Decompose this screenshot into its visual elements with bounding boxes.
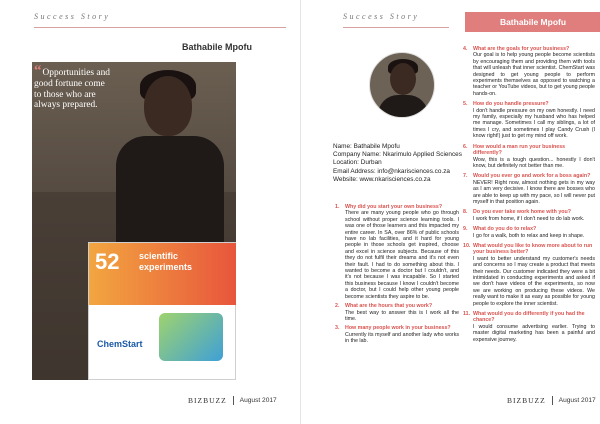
- question-text: How many people work in your business?: [345, 325, 451, 332]
- answer-text: Currently its myself and another lady who works in the lab.: [345, 331, 459, 345]
- detail-email: Email Address: info@nkarisciences.co.za: [333, 167, 450, 175]
- footer-left: [188, 396, 277, 405]
- magazine-logo: BIZBUZZ: [188, 396, 227, 405]
- question-text: What are the goals for your business?: [473, 46, 570, 52]
- qa-column-middle: [335, 204, 459, 348]
- section-header: Success Story: [34, 12, 111, 21]
- box-number: 52: [95, 249, 120, 274]
- box-brand: ChemStart: [97, 339, 143, 349]
- question-text: What are the hours that you work?: [345, 303, 433, 310]
- question: [463, 173, 595, 179]
- detail-company: Company Name: Nkarimulo Applied Sciences: [333, 151, 462, 159]
- question: [463, 243, 595, 256]
- question-number: 8.: [463, 209, 468, 216]
- answer-text: NEVER! Right now, almost nothing gets in my way as I am very decisive. I know there are bosses who are able to keep up with my pace, so I will never put myself in that position again.: [473, 179, 595, 205]
- issue-date: August 2017: [239, 397, 277, 404]
- question-number: 5.: [463, 101, 468, 108]
- question-number: 7.: [463, 173, 468, 180]
- answer-text: The best way to answer this is I work all the time.: [345, 309, 459, 322]
- question-number: 11.: [463, 311, 471, 318]
- question-number: 4.: [463, 46, 468, 52]
- name-band: Bathabile Mpofu: [465, 12, 600, 32]
- answer-text: Our goal is to help young people become scientists by encouraging them and providing them with tools that will unleash that inner scientist. ChemStart was designed to get young people to perform experiments themselves as opposed to watching a teacher or YouTube videos, but to get young people hands-on.: [473, 52, 595, 97]
- answer-text: There are many young people who go through school without proper science learning tools. I was one of those learners and this impacted my entire career. In SA, over 86% of public schools have no lab facilities, and it hard for young people in those schools get inspired, choose and excel in science subjects. Because of this they do not fulfil their dreams and it's not even their fault. I had to do something about this. I wanted to become a doctor but I couldn't, and it's not because I was incapable. So I started this business because I know I couldn't become a doctor, but I could help other young people become scientists they aspire to be.: [345, 210, 459, 300]
- question-text: Why did you start your own business?: [345, 204, 443, 210]
- page-title: Bathabile Mpofu: [182, 42, 252, 52]
- header-rule-right: [343, 27, 449, 28]
- question-number: 6.: [463, 143, 468, 150]
- detail-location: Location: Durban: [333, 159, 382, 167]
- question-number: 2.: [335, 303, 340, 310]
- question-text: How do you handle pressure?: [473, 101, 549, 108]
- answer-text: I work from home, if I don't need to do lab work.: [473, 215, 585, 222]
- business-details: [333, 143, 473, 184]
- right-page: [300, 0, 600, 424]
- qa-column-right: [463, 46, 595, 347]
- box-word-experiments: experiments: [139, 262, 193, 272]
- answer-text: I don't handle pressure on my own honestly. I need my family, especially my husband who has helped me manage. Sometimes I call my siblings, a lot of times I cry, and sometimes I play Candy Crush (I know right!) just to get my mind off work.: [473, 107, 595, 140]
- header-rule: [34, 27, 286, 28]
- detail-name: Name: Bathabile Mpofu: [333, 143, 400, 150]
- question: [463, 144, 595, 157]
- question-text: What do you do to relax?: [473, 226, 537, 233]
- box-illustration: [159, 313, 223, 361]
- box-word-scientific: scientific: [139, 251, 179, 261]
- answer-text: I want to better understand my customer's needs and concerns so I may create a product that meets their needs. Our customer indicated they were a bit intimidated in conducting experiments and asked if we don't have videos of the experiments, so now we are working on producing these videos. We really want to make it as easy as possible for young people to explore the inner scientist.: [473, 255, 595, 307]
- question-text: What would you do differently if you had the chance?: [473, 311, 585, 324]
- pull-quote-text: Opportunities and good fortune come to those who are always prepared.: [34, 68, 110, 111]
- question-text: How would a man run your business differently?: [473, 143, 566, 157]
- question: [463, 311, 595, 324]
- product-box: [88, 242, 236, 380]
- question-number: 10.: [463, 242, 471, 249]
- magazine-logo-right: BIZBUZZ: [507, 396, 546, 405]
- question-text: Do you ever take work home with you?: [473, 209, 572, 216]
- portrait-avatar: [369, 52, 435, 118]
- footer-right: [507, 396, 596, 405]
- answer-text: I would consume advertising earlier. Trying to master digital marketing has been a painful and expensive journey.: [473, 323, 595, 343]
- issue-date-right: August 2017: [558, 397, 596, 404]
- answer-text: I go for a walk, both to relax and keep in shape.: [473, 232, 585, 239]
- question-number: 9.: [463, 226, 468, 233]
- question-text: What would you like to know more about to run your business better?: [473, 242, 593, 256]
- question-number: 3.: [335, 325, 340, 332]
- pull-quote: [34, 63, 114, 111]
- question: [335, 325, 459, 331]
- detail-website: Website: www.nkarisciences.co.za: [333, 175, 431, 183]
- quote-mark-icon: “: [34, 63, 42, 79]
- question-text: Would you ever go and work for a boss again?: [473, 173, 591, 180]
- section-header-right: Success Story: [343, 12, 420, 21]
- question-number: 1.: [335, 204, 340, 210]
- answer-text: Wow, this is a tough question... honestly I don't know, but definitely not better than me.: [473, 156, 595, 169]
